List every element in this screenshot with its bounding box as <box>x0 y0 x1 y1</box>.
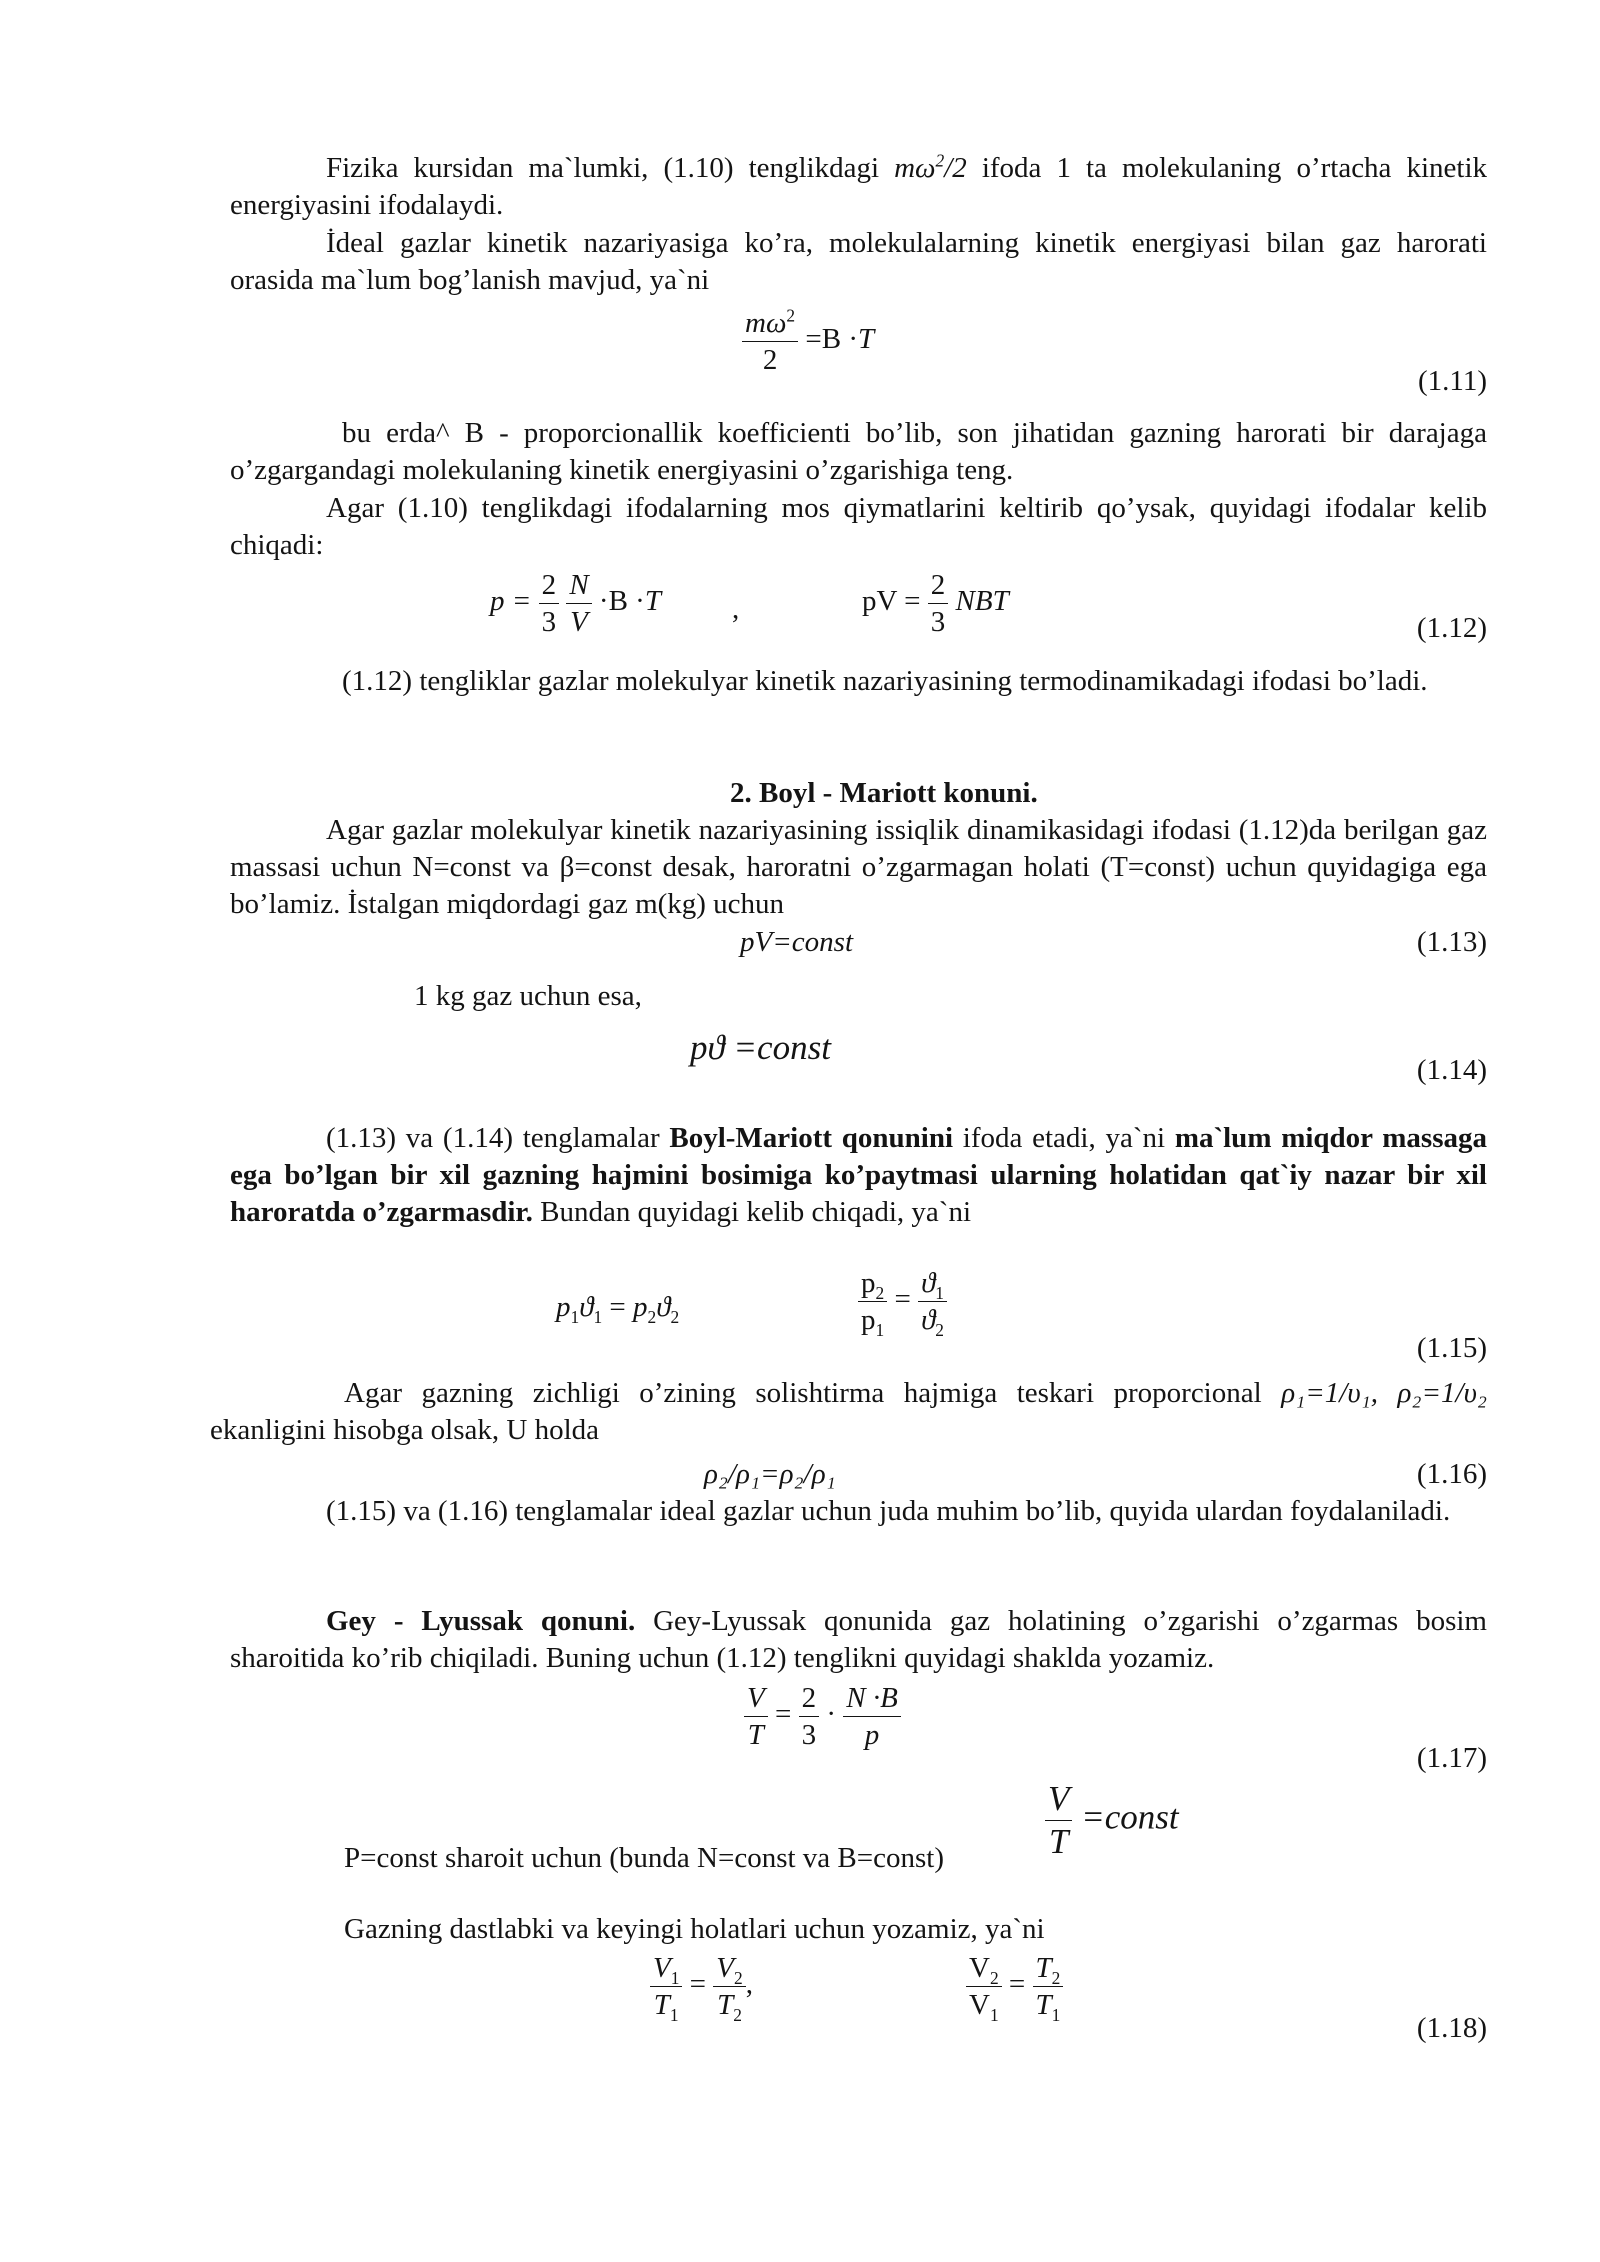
equation-1-18-left: $\frac{V_1}{T_1}$ = $\frac{V_2}{T_2}$ , <box>650 1950 753 2023</box>
paragraph-constant-pressure: P=const sharoit uchun (bunda N=const va B=const) <box>344 1842 944 1874</box>
equation-1-12-right: pV = $\frac{2}{3}$ NBT <box>862 569 1009 638</box>
equation-1-16: ρ₂/ρ₁=ρ₂/ρ₁ <box>704 1458 836 1490</box>
equation-1-12-comma: , <box>732 593 740 625</box>
paragraph-usage: (1.15) va (1.16) tenglamalar ideal gazlar uchun juda muhim bo’lib, quyida ulardan foydalaniladi. <box>326 1495 1451 1527</box>
equation-1-11: $\frac{m\omega^2}{2}$ =B ·T <box>742 305 874 378</box>
paragraph-kinetic-energy <box>230 150 1487 224</box>
paragraph-proportionality: bu erda^ B - proporcionallik koefficienti bo’lib, son jihatidan gazning harorati bir darajaga o’zgargandagi molekulaning kinetik energiyasini o’zgarishiga teng. <box>230 417 1487 486</box>
equation-1-14: pϑ =const <box>690 1028 831 1067</box>
paragraph-initial-final: Gazning dastlabki va keyingi holatlari uchun yozamiz, ya`ni <box>344 1913 1045 1945</box>
paragraph-one-kg: 1 kg gaz uchun esa, <box>414 980 642 1012</box>
inline-formula: $m\omega^2/2$ <box>894 150 967 184</box>
equation-number: (1.12) <box>1416 612 1487 644</box>
paragraph-substitution: Agar (1.10) tenglikdagi ifodalarning mos qiymatlarini keltirib qo’ysak, quyidagi ifodalar kelib chiqadi: <box>230 492 1487 561</box>
equation-1-13: pV=const <box>740 926 853 958</box>
equation-1-12-left: p = $\frac{2}{3}$ $\frac{N}{V}$ ·B ·T <box>490 569 661 638</box>
equation-number: (1.18) <box>1416 2012 1487 2044</box>
text: Fizika kursidan ma`lumki, (1.10) tenglikdagi <box>326 152 895 184</box>
text: ifoda 1 ta molekulaning o’rtacha kinetik energiyasini ifodalaydi. <box>230 152 1488 221</box>
equation-number: (1.17) <box>1416 1742 1487 1774</box>
equation-1-15-left: $p_1ϑ_1 = p_2ϑ_2$ <box>556 1291 680 1327</box>
paragraph-ideal-gas: İdeal gazlar kinetik nazariyasiga ko’ra, molekulalarning kinetik energiyasi bilan gaz harorati orasida ma`lum bog’lanish mavjud, ya`ni <box>230 227 1487 296</box>
paragraph-thermo-expression: (1.12) tengliklar gazlar molekulyar kinetik nazariyasining termodinamikadagi ifodasi bo’ladi. <box>342 665 1428 697</box>
equation-number: (1.13) <box>1416 926 1487 958</box>
equation-v-over-t-const: $\frac{V}{T}$ =const <box>1045 1778 1179 1863</box>
equation-1-18-right: $\frac{V_2}{V_1}$ = $\frac{T_2}{T_1}$ <box>966 1950 1063 2023</box>
equation-1-15-right: $\frac{p_2}{p_1}$ = $\frac{ϑ_1}{ϑ_2}$ <box>858 1265 947 1338</box>
equation-number: (1.14) <box>1416 1054 1487 1086</box>
paragraph-boyle-law: (1.13) va (1.14) tenglamalar Boyl-Mariott qonunini ifoda etadi, ya`ni ma`lum miqdor massaga ega bo’lgan bir xil gazning hajmini bosimiga ko’paytmasi ularning holatidan qat`iy nazar bir xil haroratda o’zgarmasdir. Bundan quyidagi kelib chiqadi, ya`ni <box>230 1122 1488 1228</box>
paragraph-density: Agar gazning zichligi o’zining solishtirma hajmiga teskari proporcional ρ₁=1/υ₁, ρ₂=1/υ₂ ekanligini hisobga olsak, U holda <box>210 1377 1488 1446</box>
equation-number: (1.15) <box>1416 1332 1487 1364</box>
section-heading: 2. Boyl - Mariott konuni. <box>730 777 1038 809</box>
paragraph-gay-lussac: Gey - Lyussak qonuni. Gey-Lyussak qonunida gaz holatining o’zgarishi o’zgarmas bosim sharoitida ko’rib chiqiladi. Buning uchun (1.12) tenglikni quyidagi shaklda yozamiz. <box>230 1605 1487 1674</box>
paragraph-boyle-conditions: Agar gazlar molekulyar kinetik nazariyasining issiqlik dinamikasidagi ifodasi (1.12)da berilgan gaz massasi uchun N=const va β=const desak, haroratni o’zgarmagan holati (T=const) uchun quyidagiga ega bo’lamiz. İstalgan miqdordagi gaz m(kg) uchun <box>230 814 1487 920</box>
fraction: $\frac{m\omega^2}{2}$ <box>742 305 798 378</box>
equation-number: (1.11) <box>1418 365 1487 397</box>
equation-1-17: $\frac{V}{T}$ = $\frac{2}{3}$ · $\frac{N \cdot B}{p}$ <box>744 1680 901 1753</box>
equation-number: (1.16) <box>1416 1458 1487 1490</box>
